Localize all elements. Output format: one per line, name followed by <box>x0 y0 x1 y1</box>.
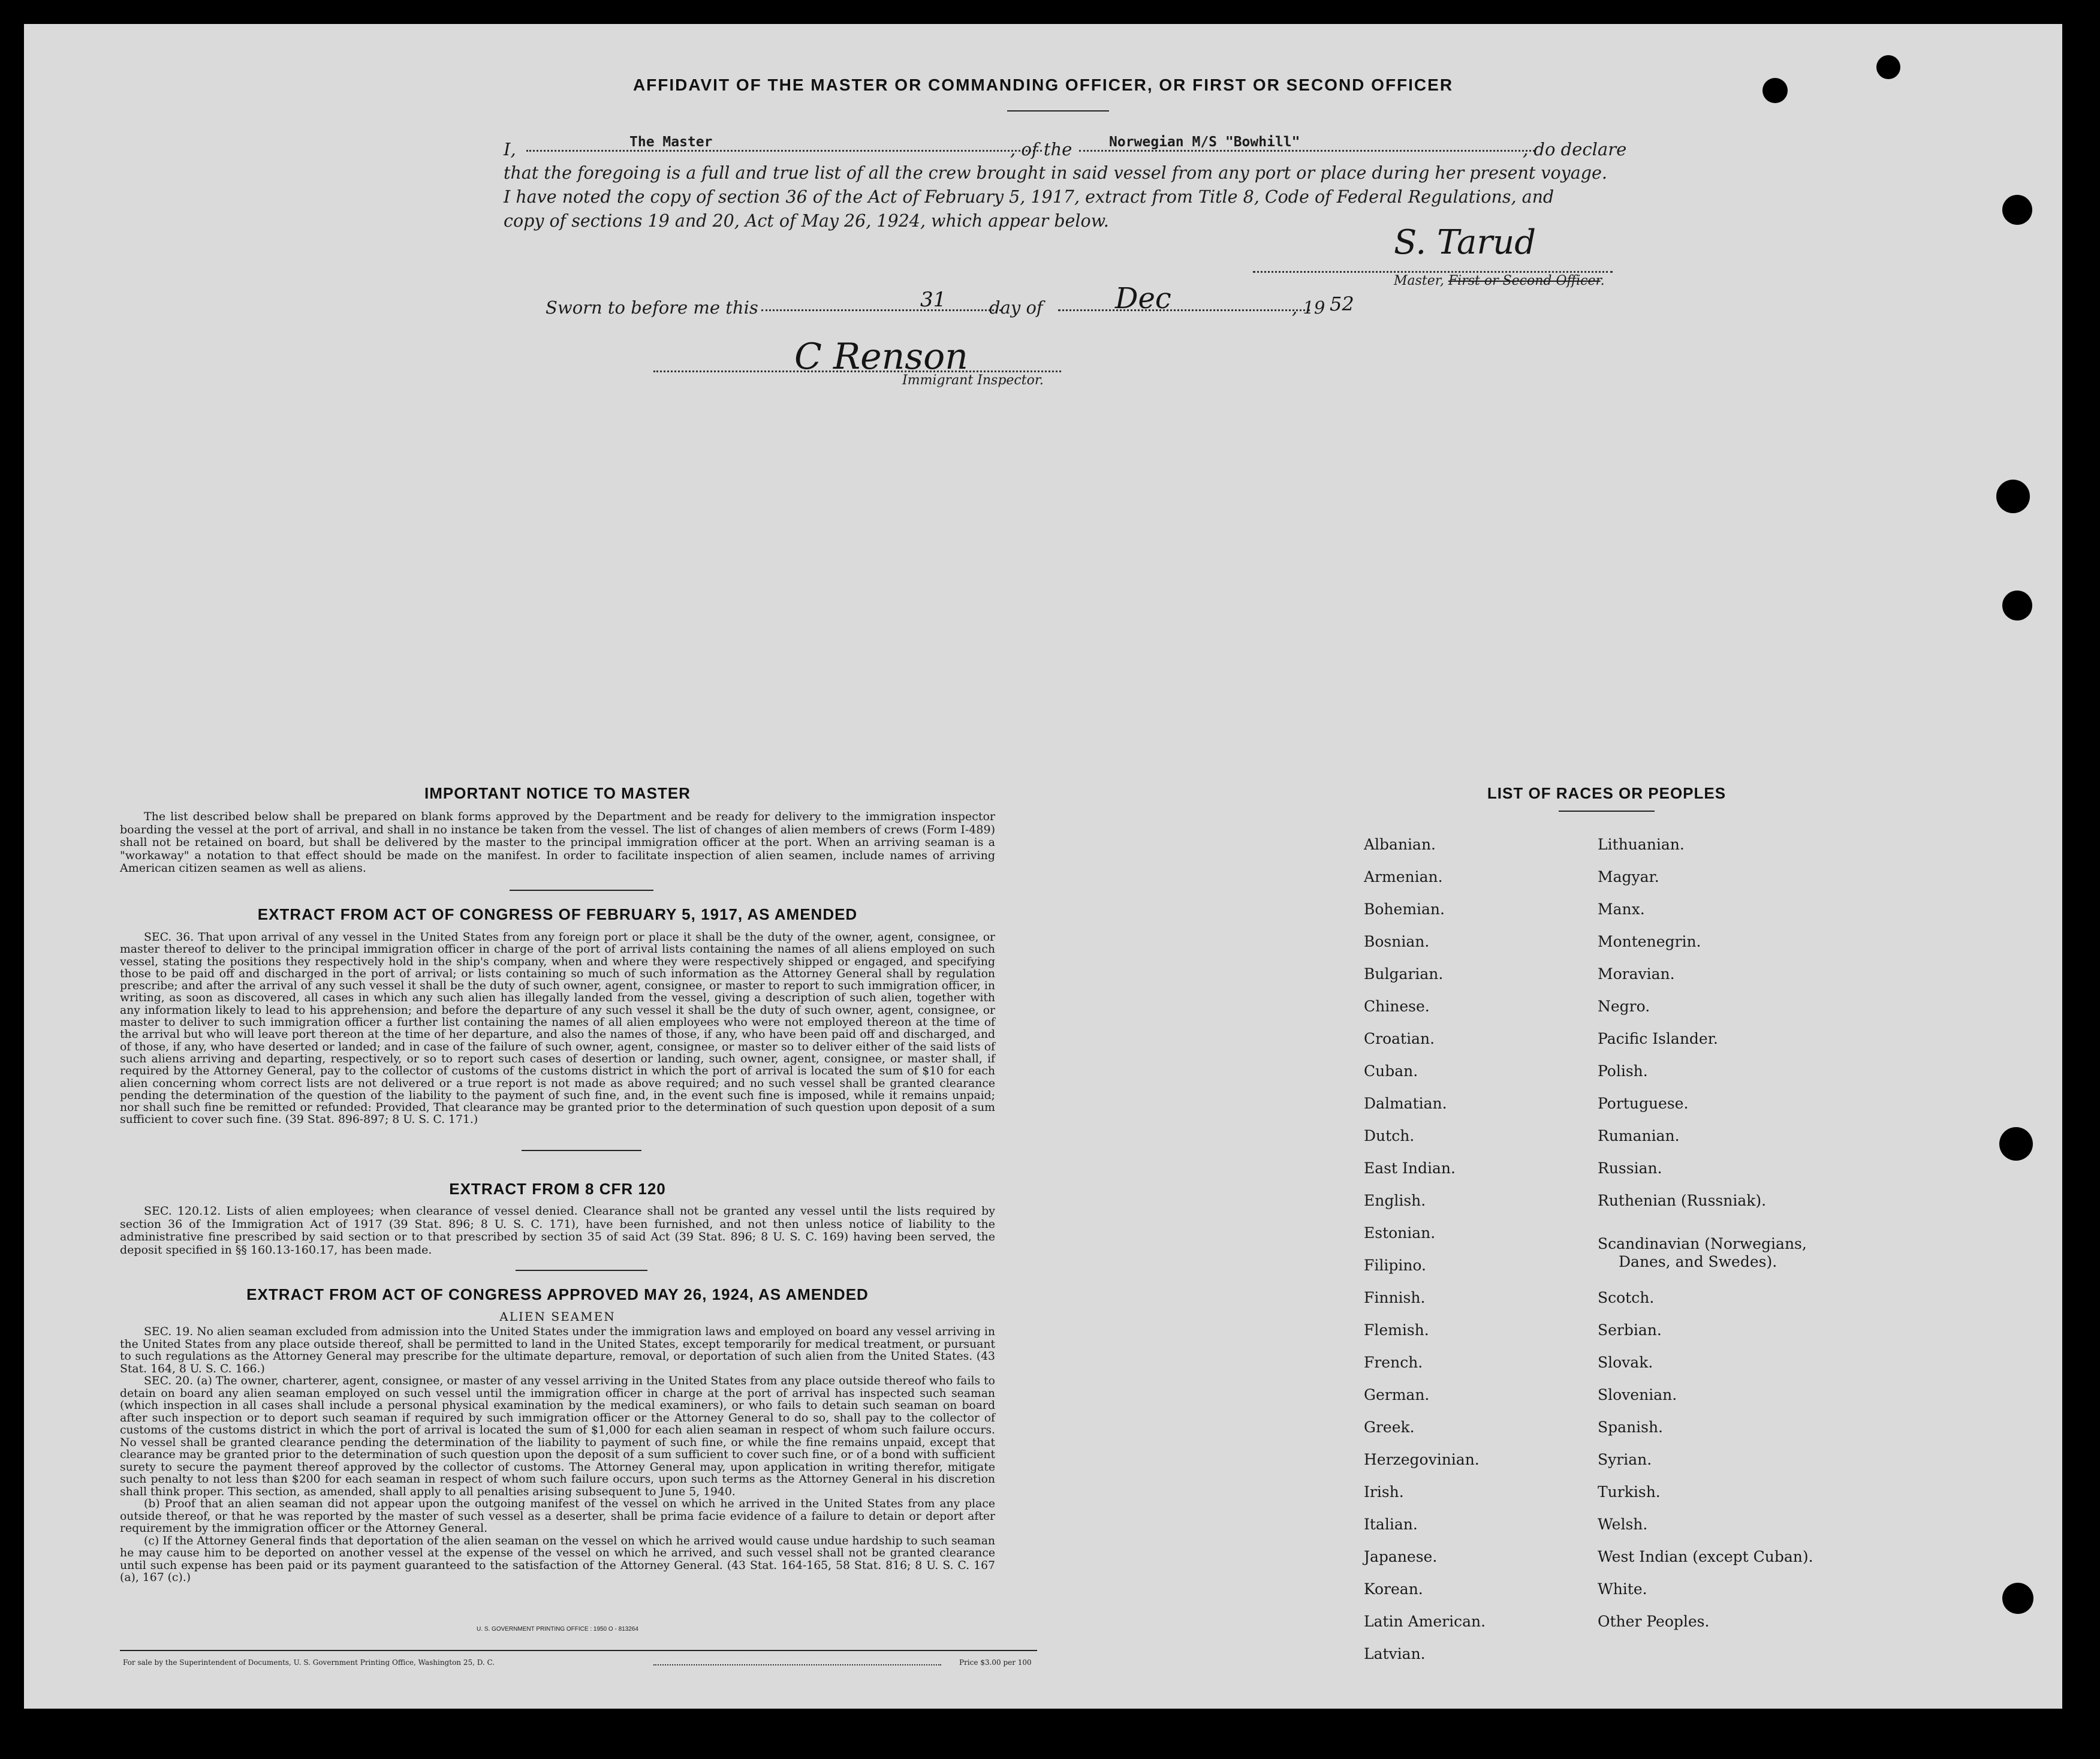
race-item: Flemish. <box>1364 1321 1429 1339</box>
vessel-line <box>1079 150 1535 152</box>
race-item: Lithuanian. <box>1598 836 1685 853</box>
race-item: English. <box>1364 1192 1426 1209</box>
race-item: Negro. <box>1598 998 1650 1015</box>
notice-body: The list described below shall be prepared on blank forms approved by the Department and be ready for delivery to the immigration inspector boarding the vessel at the port of arrival, and shall in no instance be taken from the vessel. The list of changes of alien members of crews (Form I-489) shall not be retained on board, but shall be delivered by the master to the principal immigration officer at the port. When an arriving seaman is a "workaway" a notation to that effect should be made on the manifest. In order to facilitate inspection of alien seamen, include names of arriving American citizen seamen as well as aliens. <box>120 810 995 875</box>
race-item: Pacific Islander. <box>1598 1030 1718 1047</box>
master-label-end: . <box>1600 273 1605 288</box>
race-item: Slovenian. <box>1598 1386 1677 1403</box>
day-line <box>761 309 1001 311</box>
binder-hole <box>1999 1127 2033 1161</box>
binder-hole <box>2002 591 2032 621</box>
race-item: Russian. <box>1598 1159 1662 1177</box>
extract-cfr-body: SEC. 120.12. Lists of alien employees; when clearance of vessel denied. Clearance shall not be granted any vessel until the lists required by section 36 of the Immigration Act of 1917 (39 Stat. 896; 8 U. S. C. 171), have been furnished, and not then unless notice of liability to the administrative fine prescribed by said section or to that prescribed by section 35 of said Act (39 Stat. 896; 8 U. S. C. 169) having been served, the deposit specified in §§ 160.13-160.17, has been made. <box>120 1204 995 1257</box>
race-item: Greek. <box>1364 1418 1415 1436</box>
race-item: Moravian. <box>1598 965 1675 983</box>
divider <box>522 1150 641 1151</box>
race-item: Bosnian. <box>1364 933 1430 950</box>
race-item: Polish. <box>1598 1062 1648 1080</box>
binder-hole <box>2002 195 2032 225</box>
races-heading: LIST OF RACES OR PEOPLES <box>1487 784 1727 802</box>
race-item: Bulgarian. <box>1364 965 1444 983</box>
divider <box>516 1270 647 1271</box>
title-rule <box>1007 110 1109 112</box>
race-item: Dalmatian. <box>1364 1095 1447 1112</box>
race-item: Filipino. <box>1364 1257 1426 1274</box>
declarant-field: The Master <box>629 134 713 150</box>
vessel-field: Norwegian M/S "Bowhill" <box>1109 134 1300 150</box>
master-label-text: Master, <box>1394 273 1448 288</box>
master-signature: S. Tarud <box>1394 223 1536 262</box>
race-item: White. <box>1598 1580 1647 1598</box>
race-item: Estonian. <box>1364 1224 1436 1242</box>
affidavit-i-label: I, <box>504 139 516 159</box>
race-item: Syrian. <box>1598 1451 1652 1468</box>
sec-20a: SEC. 20. (a) The owner, charterer, agent, consignee, or master of any vessel arriving in the United States from any place outside thereof who fails to detain on board any alien seaman employed on such vessel until the immigration officer in charge at the port of arrival has inspected such seaman (which inspection in all cases shall include a personal physical examination by the medical examiners), or who fails to detain such seaman on board after such inspection or to deport such seaman if required by such immigration officer or the Attorney General to do so, shall pay to the collector of customs of the customs district in which the port of arrival is located the sum of $1,000 for each alien seaman in respect of whom such failure occurs. No vessel shall be granted clearance pending the determination of the liability to payment of such fine, or while the fine remains unpaid, except that clearance may be granted prior to the determination of such question upon the deposit of a sum sufficient to cover such fine, or of a bond with sufficient surety to secure the payment thereof approved by the collector of customs. The Attorney General may, upon application in writing therefor, mitigate such penalty to not less than $200 for each seaman in respect of whom such failure occurs, upon such terms as the Attorney General in his discretion shall think proper. This section, as amended, shall apply to all penalties arising subsequent to June 5, 1940. <box>120 1375 995 1498</box>
race-item: French. <box>1364 1354 1423 1371</box>
declaration-line-3: I have noted the copy of section 36 of the Act of February 5, 1917, extract from Title 8, Code of Federal Regulations, and <box>504 187 1554 207</box>
race-item: Danes, and Swedes). <box>1619 1253 1777 1270</box>
race-item: Spanish. <box>1598 1418 1664 1436</box>
race-item: Scotch. <box>1598 1289 1655 1306</box>
binder-hole <box>1996 480 2030 513</box>
month-line <box>1058 309 1310 311</box>
race-item: Latvian. <box>1364 1645 1426 1662</box>
do-declare-label: , do declare <box>1523 139 1627 159</box>
footer-leader <box>653 1664 941 1665</box>
race-item: Montenegrin. <box>1598 933 1701 950</box>
race-item: Rumanian. <box>1598 1127 1680 1144</box>
alien-seamen-subheading: ALIEN SEAMEN <box>499 1309 616 1324</box>
race-item: Herzegovinian. <box>1364 1451 1480 1468</box>
race-item: Albanian. <box>1364 836 1436 853</box>
sec-20b: (b) Proof that an alien seaman did not appear upon the outgoing manifest of the vessel on which he arrived in the United States from any place outside thereof, or that he was reported by the master of such vessel as a deserter, shall be prima facie evidence of a failure to detain or deport after requirement by the immigration officer or the Attorney General. <box>120 1498 995 1535</box>
declaration-line-4: copy of sections 19 and 20, Act of May 26, 1924, which appear below. <box>504 211 1109 231</box>
race-item: German. <box>1364 1386 1430 1403</box>
races-rule <box>1559 811 1655 812</box>
extract-1917-body: SEC. 36. That upon arrival of any vessel in the United States from any foreign port or place it shall be the duty of the owner, agent, consignee, or master thereof to deliver to the principal immigration officer in charge of the port of arrival lists containing the names of all aliens employed on such vessel, stating the positions they respectively hold in the ship's company, when and where they were respectively shipped or engaged, and specifying those to be paid off and discharged in the port of arrival; or lists containing so much of such information as the Attorney General shall by regulation prescribe; and after the arrival of any such vessel it shall be the duty of such owner, agent, consignee, or master to report to such immigration officer, in writing, as soon as discovered, all cases in which any such alien has illegally landed from the vessel, giving a description of such alien, together with any information likely to lead to his apprehension; and before the departure of any such vessel it shall be the duty of such owner, agent, consignee, or master to deliver to such immigration officer a further list containing the names of all alien employees who were not employed thereon at the time of the arrival but who will leave port thereon at the time of her departure, and also the names of those, if any, who have been paid off and discharged, and of those, if any, who have deserted or landed; and in case of the failure of such owner, agent, consignee, or master so to deliver either of the said lists of such aliens arriving and departing, respectively, or so to report such cases of desertion or landing, such owner, agent, consignee, or master shall, if required by the Attorney General, pay to the collector of customs of the customs district in which the port of arrival is located the sum of $10 for each alien concerning whom correct lists are not delivered or a true report is not made as above required; and no such vessel shall be granted clearance pending the determination of the question of the liability to the payment of such fine, and, in the event such fine is imposed, while it remains unpaid; nor shall such fine be remitted or refunded: Provided, That clearance may be granted prior to the determination of such question upon deposit of a sum sufficient to cover such fine. (39 Stat. 896-897; 8 U. S. C. 171.) <box>120 931 995 1127</box>
race-item: Scandinavian (Norwegians, <box>1598 1235 1807 1252</box>
race-item: Finnish. <box>1364 1289 1426 1306</box>
affidavit-title: AFFIDAVIT OF THE MASTER OR COMMANDING OFFICER, OR FIRST OR SECOND OFFICER <box>632 76 1454 94</box>
extract-1924-heading: EXTRACT FROM ACT OF CONGRESS APPROVED MAY 26, 1924, AS AMENDED <box>246 1285 869 1303</box>
inspector-signature: C Renson <box>794 336 968 378</box>
master-label <box>1394 273 1605 288</box>
race-item: Croatian. <box>1364 1030 1435 1047</box>
race-item: Latin American. <box>1364 1613 1486 1630</box>
race-item: Chinese. <box>1364 998 1430 1015</box>
sec-19: SEC. 19. No alien seaman excluded from admission into the United States under the immigration laws and employed on board any vessel arriving in the United States from any place outside thereof, shall be permitted to land in the United States, except temporarily for medical treatment, or pursuant to such regulations as the Attorney General may prescribe for the ultimate departure, removal, or deportation of such alien from the United States. (43 Stat. 164, 8 U. S. C. 166.) <box>120 1326 995 1375</box>
footer-price: Price $3.00 per 100 <box>959 1658 1032 1667</box>
race-item: Serbian. <box>1598 1321 1662 1339</box>
race-item: Magyar. <box>1598 868 1659 885</box>
extract-1924-body <box>120 1326 995 1585</box>
race-item: Turkish. <box>1598 1483 1661 1501</box>
race-item: Portuguese. <box>1598 1095 1689 1112</box>
race-item: Cuban. <box>1364 1062 1418 1080</box>
sworn-label: Sworn to before me this <box>546 297 758 318</box>
day-of-label: day of <box>989 297 1043 318</box>
declaration-line-2: that the foregoing is a full and true list of all the crew brought in said vessel from any port or place during her present voyage. <box>504 163 1607 183</box>
year-field: 52 <box>1330 293 1354 315</box>
footer-rule <box>120 1650 1037 1651</box>
year-prefix: , 19 <box>1292 297 1325 318</box>
of-the-label: , of the <box>1010 139 1072 159</box>
footer-sale-note: For sale by the Superintendent of Documents, U. S. Government Printing Office, Washington 25, D. C. <box>123 1658 495 1667</box>
race-item: East Indian. <box>1364 1159 1456 1177</box>
race-item: Slovak. <box>1598 1354 1653 1371</box>
race-item: Ruthenian (Russniak). <box>1598 1192 1767 1209</box>
race-item: Korean. <box>1364 1580 1423 1598</box>
master-signature-line <box>1253 271 1613 273</box>
race-item: Irish. <box>1364 1483 1404 1501</box>
document-page <box>24 24 2062 1709</box>
notice-heading: IMPORTANT NOTICE TO MASTER <box>424 784 691 802</box>
race-item: Manx. <box>1598 900 1645 918</box>
declarant-line <box>526 150 1042 152</box>
inspector-line <box>653 371 1061 372</box>
divider <box>510 890 653 891</box>
race-item: Japanese. <box>1364 1548 1438 1565</box>
day-field: 31 <box>920 288 947 312</box>
extract-1917-heading: EXTRACT FROM ACT OF CONGRESS OF FEBRUARY 5, 1917, AS AMENDED <box>257 905 858 923</box>
race-item: Welsh. <box>1598 1516 1648 1533</box>
race-item: Italian. <box>1364 1516 1418 1533</box>
extract-cfr-heading: EXTRACT FROM 8 CFR 120 <box>449 1180 666 1198</box>
race-item: Other Peoples. <box>1598 1613 1710 1630</box>
race-item: West Indian (except Cuban). <box>1598 1548 1813 1565</box>
inspector-label: Immigrant Inspector. <box>902 373 1044 388</box>
month-field: Dec <box>1115 282 1171 315</box>
gpo-line: U. S. GOVERNMENT PRINTING OFFICE : 1950 O - 813264 <box>477 1626 638 1633</box>
race-item: Bohemian. <box>1364 900 1445 918</box>
race-item: Dutch. <box>1364 1127 1415 1144</box>
race-item: Armenian. <box>1364 868 1443 885</box>
binder-hole <box>2002 1583 2033 1614</box>
struck-officer-label: First or Second Officer <box>1448 273 1601 288</box>
sec-20c: (c) If the Attorney General finds that deportation of the alien seaman on the vessel on which he arrived would cause undue hardship to such seaman he may cause him to be deported on another vessel at the expense of the vessel on which he arrived, and such vessel shall not be granted clearance until such expense has been paid or its payment guaranteed to the satisfaction of the Attorney General. (43 Stat. 164-165, 58 Stat. 816; 8 U. S. C. 167 (a), 167 (c).) <box>120 1534 995 1584</box>
